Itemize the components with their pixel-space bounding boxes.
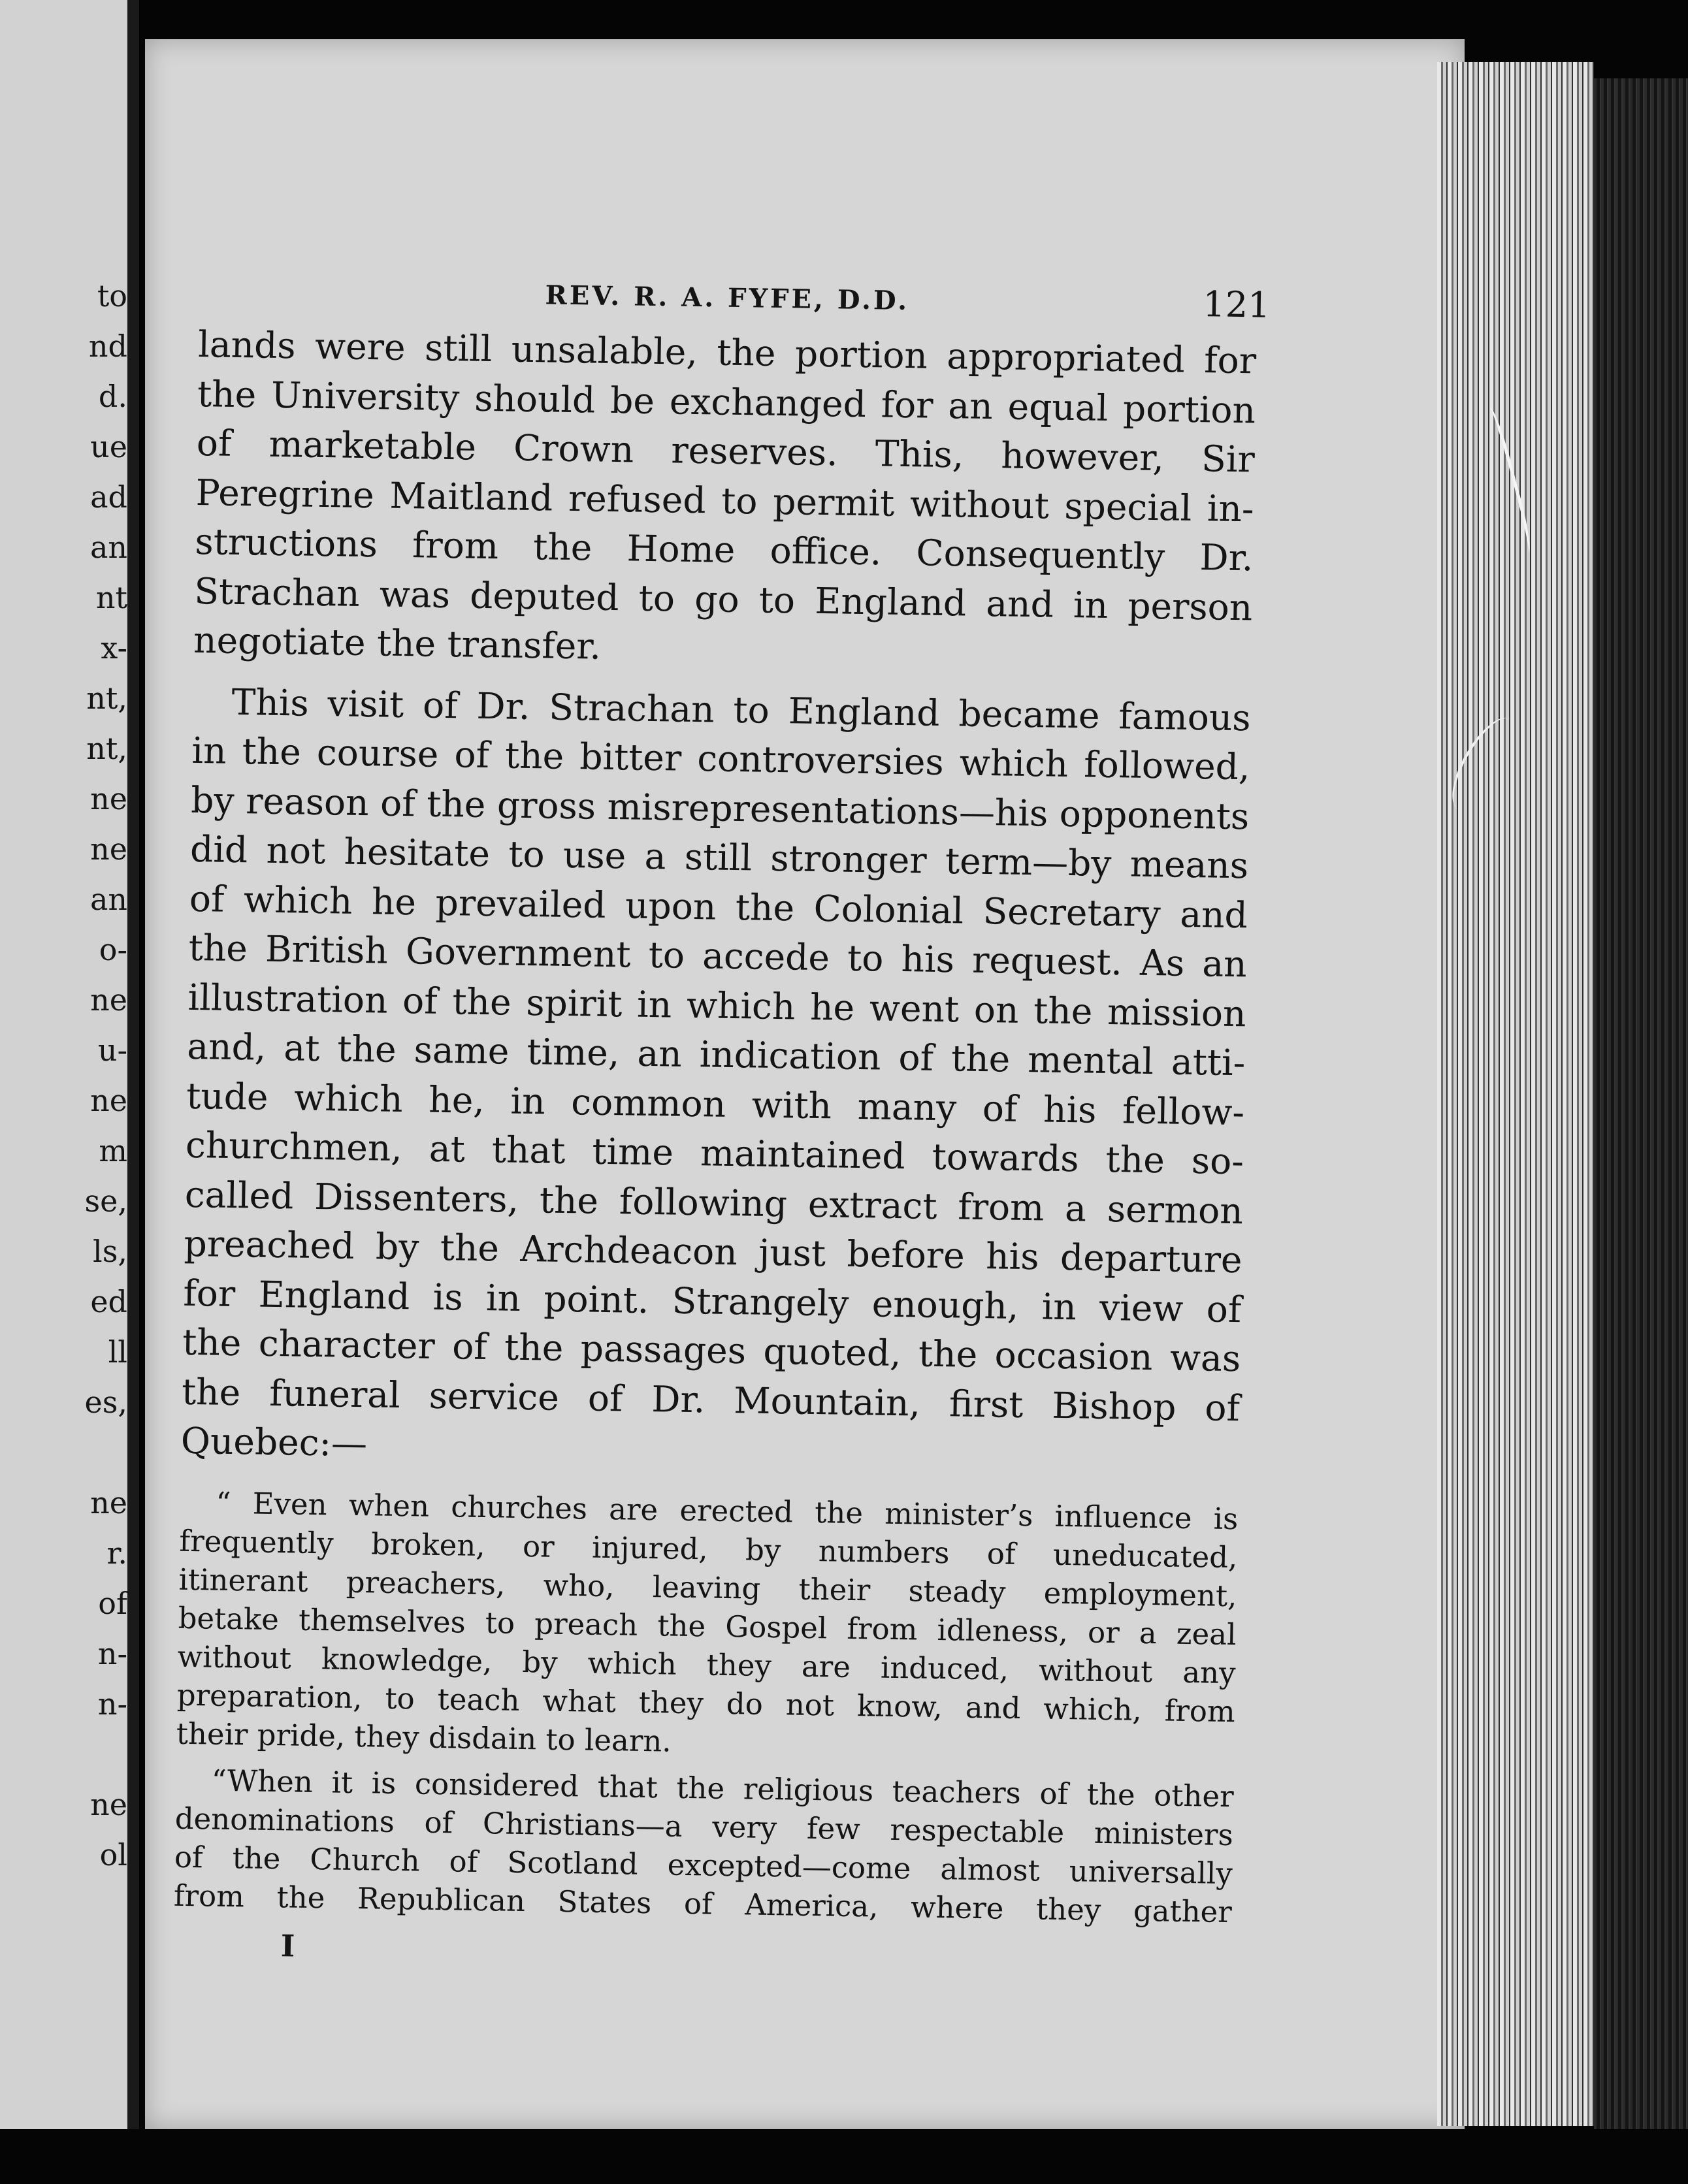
text-line: illustration of the spirit in which he went on the mission	[187, 976, 1246, 1035]
left-page-fragment: nt	[95, 580, 127, 615]
left-page-fragment: ls,	[93, 1234, 127, 1269]
text-line: and, at the same time, an indication of the mental atti-	[186, 1025, 1246, 1084]
page-text-block	[172, 274, 1271, 1978]
quote-line: of the Church of Scotland excepted—come almost universally	[174, 1839, 1233, 1891]
left-page-fragment: n-	[97, 1686, 127, 1722]
text-line: the British Government to accede to his request. As an	[188, 926, 1248, 986]
quote-line: itinerant preachers, who, leaving their steady employment,	[178, 1562, 1237, 1613]
block-quote-2	[174, 1760, 1235, 1931]
quote-line: “When it is considered that the religious teachers of the other	[211, 1763, 1235, 1814]
left-page-fragment: an	[89, 530, 127, 565]
left-page-fragment: d.	[98, 379, 127, 414]
text-line: preached by the Archdeacon just before his departure	[184, 1222, 1242, 1281]
page-fore-edge	[1437, 62, 1594, 2126]
text-line: the University should be exchanged for an equal portion	[197, 372, 1256, 431]
left-page-fragment: r.	[106, 1535, 127, 1571]
text-line: did not hesitate to use a still stronger term—by means	[189, 827, 1249, 887]
left-page-fragment: ne	[90, 1787, 127, 1822]
quote-line: frequently broken, or injured, by numbers of uneducated,	[179, 1523, 1238, 1575]
quote-line: from the Republican States of America, where they gather	[173, 1878, 1233, 1929]
block-quote-1	[176, 1483, 1238, 1769]
text-line: lands were still unsalable, the portion appropriated for	[197, 323, 1257, 382]
quote-line: their pride, they disdain to learn.	[176, 1716, 672, 1759]
running-head-title: REV. R. A. FYFE, D.D.	[545, 280, 910, 317]
text-line: negotiate the transfer.	[193, 618, 602, 667]
text-line: Quebec:—	[180, 1419, 368, 1465]
quote-line: betake themselves to preach the Gospel from idleness, or a zeal	[178, 1600, 1237, 1652]
text-line: This visit of Dr. Strachan to England became famous	[231, 681, 1252, 739]
text-line: the character of the passages quoted, the occasion was	[182, 1321, 1241, 1380]
left-page-fragment: ne	[90, 831, 127, 867]
left-page-fragment: se,	[84, 1183, 127, 1219]
text-line: of marketable Crown reserves. This, however, Sir	[196, 421, 1256, 481]
text-line: the funeral service of Dr. Mountain, first Bishop of	[181, 1370, 1241, 1429]
left-page-fragment: ne	[90, 1083, 127, 1118]
left-page-fragment: u-	[97, 1033, 127, 1068]
book-cover-edge	[1594, 78, 1688, 2129]
text-line: by reason of the gross misrepresentations—his opponents	[190, 779, 1250, 837]
left-page-fragment: ad	[90, 479, 127, 515]
paragraph-1	[193, 320, 1257, 682]
text-line: tude which he, in common with many of his fellow-	[186, 1074, 1245, 1133]
signature-mark: I	[280, 1927, 295, 1964]
left-page-fragment: nt,	[86, 681, 127, 716]
left-page-fragment: ne	[90, 1485, 127, 1520]
text-line: in the course of the bitter controversies which followed,	[191, 729, 1250, 788]
left-page-fragment: ne	[90, 982, 127, 1018]
text-line: called Dissenters, the following extract from a sermon	[184, 1173, 1244, 1232]
left-page-fragment: n-	[97, 1636, 127, 1671]
text-line: Strachan was deputed to go to England and in person	[193, 570, 1253, 628]
left-page-fragment: to	[97, 278, 127, 313]
left-page-fragment: ed	[90, 1284, 127, 1319]
quote-line: denominations of Christians—a very few respectable ministers	[174, 1801, 1234, 1852]
text-line: for England is in point. Strangely enough, in view of	[183, 1272, 1242, 1330]
left-page-fragment: ol	[99, 1837, 127, 1872]
left-page-fragment: o-	[99, 932, 127, 967]
left-page-fragment: m	[99, 1133, 127, 1168]
left-page-fragment: nd	[88, 329, 127, 364]
left-page-fragment: of	[98, 1586, 127, 1621]
left-page-fragment: an	[89, 882, 127, 917]
text-line: structions from the Home office. Consequently Dr.	[195, 520, 1254, 579]
quote-line: preparation, to teach what they do not know, and which, from	[176, 1677, 1236, 1729]
left-page-fragment: ne	[90, 781, 127, 816]
text-line: of which he prevailed upon the Colonial Secretary and	[189, 877, 1248, 936]
quote-line: “ Even when churches are erected the minister’s influence is	[216, 1485, 1239, 1536]
left-page-fragment: ue	[90, 429, 127, 464]
left-facing-page	[0, 0, 139, 2129]
text-line: churchmen, at that time maintained towards the so-	[185, 1123, 1244, 1183]
text-line: Peregrine Maitland refused to permit without special in-	[195, 471, 1255, 530]
left-page-fragment: x-	[101, 630, 127, 666]
left-page-fragment: es,	[84, 1385, 127, 1420]
left-page-fragment: nt,	[86, 731, 127, 766]
left-page-fragment: ll	[108, 1334, 127, 1370]
paragraph-2	[180, 677, 1251, 1482]
page-number: 121	[1202, 283, 1271, 326]
quote-line: without knowledge, by which they are induced, without any	[177, 1639, 1236, 1690]
